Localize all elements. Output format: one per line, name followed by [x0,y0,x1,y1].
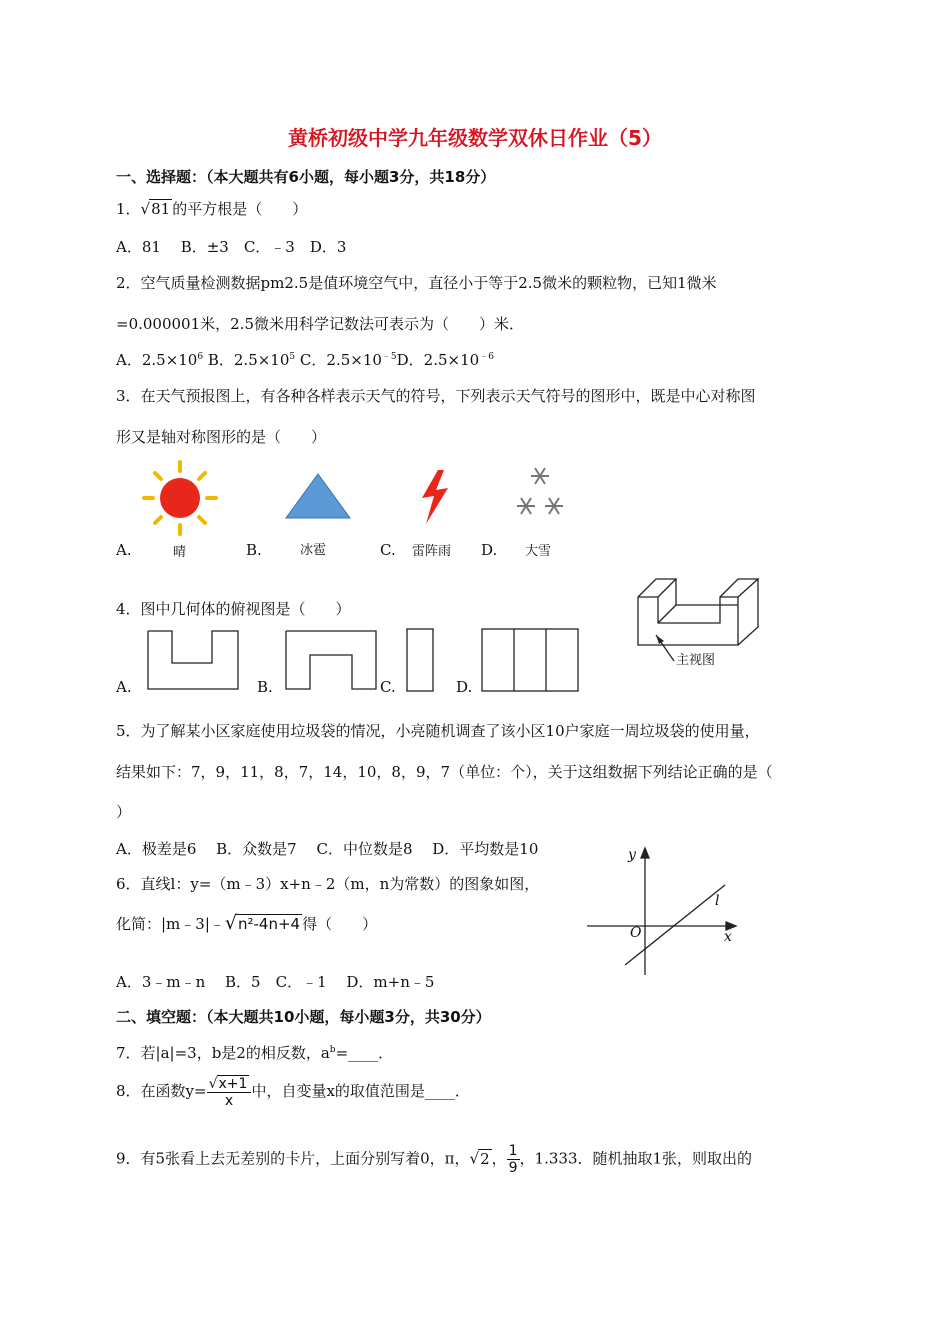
question-1 [116,198,307,219]
line-l-label: l [715,893,720,909]
q3-caption-d: 大雪 [525,544,552,559]
q3-label-a: A. [116,541,132,559]
page-title: 黄桥初级中学九年级数学双休日作业（5） [288,126,662,150]
q8-numerator: x+1 [218,1076,248,1092]
q5-line1: 5．为了解某小区家庭使用垃圾袋的情况，小亮随机调查了该小区10户家庭一周垃圾袋的使用量， [116,722,760,740]
q1-text: 的平方根是（ ） [172,200,308,218]
q3-caption-a: 晴 [173,545,187,560]
q4-label-b: B. [257,678,273,696]
hail-triangle-icon [286,474,350,518]
section-choice-heading: 一、选择题：（本大题共有6小题，每小题3分，共18分） [116,168,496,186]
q3-line2: 形又是轴对称图形的是（ ） [116,428,327,446]
q2-options [116,349,494,370]
q3-label-d: D. [481,541,498,559]
q6-options: A．3﹣m﹣n B．5 C．﹣1 D．m+n﹣5 [116,973,435,991]
snowflakes-icon [517,468,563,514]
sqrt-symbol: √ [224,912,237,934]
view-d-shape [482,629,578,691]
q5-line3: ） [116,803,132,821]
q3-caption-c: 雷阵雨 [412,544,452,559]
y-axis-label: y [628,847,636,863]
q4-top-views [140,625,585,700]
sqrt-symbol: √ [469,1149,480,1168]
weather-symbols [130,458,590,538]
question-9: 9．有5张看上去无差别的卡片，上面分别写着0，π，√2 ， $\frac{1}{9}$ ，1.333．随机抽取1张，则取出的 [116,1143,753,1176]
x-axis-label: x [724,929,732,945]
view-a-shape [148,631,238,689]
origin-label: O [630,925,642,941]
q2-exp-a: 6 [197,352,204,362]
q7-exponent: b [329,1045,336,1055]
q9-fraction [507,1143,520,1176]
q2-option-a: A．2.5×10 [116,351,198,369]
q9-text: 9．有5张看上去无差别的卡片，上面分别写着0，π， [116,1149,470,1168]
q5-line2: 结果如下：7，9，11，8，7，14，10，8，9，7（单位：个），关于这组数据下列结论正确的是（ [116,763,773,781]
question-8 [116,1075,470,1109]
q9-denominator: 9 [508,1160,518,1176]
q4-label-c: C. [380,678,396,696]
q6-radicand: n²-4n+4 [238,915,301,933]
question-7 [116,1042,393,1063]
view-b-shape [286,631,376,689]
q8-text: 8．在函数y= [116,1082,207,1100]
q2-exp-d: ﹣6 [479,352,494,362]
q6-line1: 6．直线l：y=（m﹣3）x+n﹣2（m，n为常数）的图象如图， [116,875,540,893]
sun-icon [144,462,216,534]
q2-option-b: B．2.5×10 [207,351,290,369]
q8-blank: 中，自变量x的取值范围是____． [251,1082,470,1100]
q9-numerator: 1 [508,1143,518,1159]
q5-options: A．极差是6 B．众数是7 C．中位数是8 D．平均数是10 [116,840,539,858]
q2-exp-c: ﹣5 [381,352,397,362]
lightning-icon [422,470,448,524]
q7-text: 7．若|a|=3，b是2的相反数，a [116,1044,330,1062]
q8-fraction [207,1075,252,1109]
q7-blank: =____． [335,1044,394,1062]
q6-prefix: 化简：|m﹣3|﹣ [116,915,225,933]
q3-caption-b: 冰雹 [300,543,327,558]
q3-line1: 3．在天气预报图上，有各种各样表示天气的符号，下列表示天气符号的图形中，既是中心对称图 [116,387,756,405]
section-fill-heading: 二、填空题：（本大题共10小题，每小题3分，共30分） [116,1008,491,1026]
q1-number: 1． [116,200,141,218]
view-c-shape [407,629,433,691]
q4-label-d: D. [456,678,473,696]
q1-radicand: 81 [151,200,171,218]
q6-line2 [116,912,377,934]
q2-option-c: C．2.5×10 [299,351,382,369]
q9-radicand: 2 [480,1149,490,1168]
q2-option-d: D．2.5×10 [396,351,480,369]
q3-label-c: C. [380,541,396,559]
q6-suffix: 得（ ） [302,915,378,933]
q9-text-end: ，1.333．随机抽取1张，则取出的 [519,1149,753,1168]
front-view-label: 主视图 [676,653,716,668]
q3-label-b: B. [246,541,262,559]
q8-denominator: x [224,1093,234,1109]
q4-text: 4．图中几何体的俯视图是（ ） [116,600,351,618]
line-graph [585,845,745,980]
q4-label-a: A. [116,678,132,696]
q2-line1: 2．空气质量检测数据pm2.5是值环境空气中，直径小于等于2.5微米的颗粒物，已知1微米 [116,274,717,292]
sqrt-symbol: √ [140,200,151,218]
sqrt-symbol: √ [208,1076,218,1092]
q2-line2: =0.000001米，2.5微米用科学记数法可表示为（ ）米． [116,315,524,333]
q1-options: A．81 B．±3 C．﹣3 D．3 [116,238,347,256]
q2-exp-b: 5 [289,352,296,362]
